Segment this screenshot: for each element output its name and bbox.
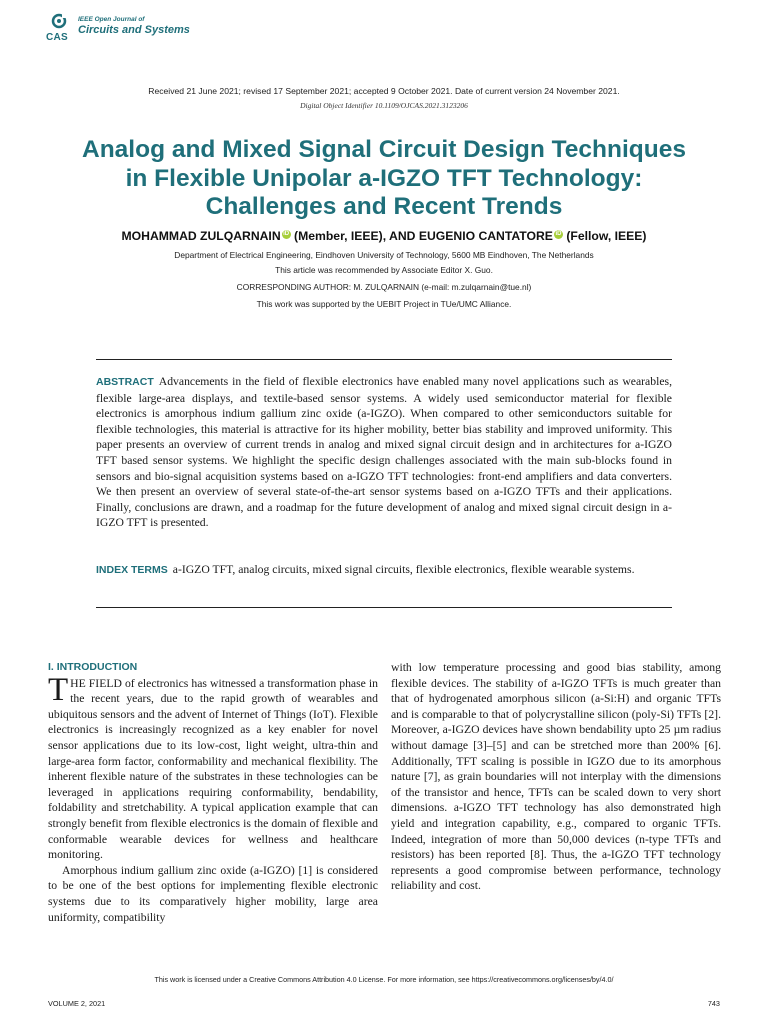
corresponding-author: CORRESPONDING AUTHOR: M. ZULQARNAIN (e-mail: m.zulqarnain@tue.nl) (236, 282, 532, 292)
divider (96, 607, 672, 608)
body-column-left (48, 660, 378, 925)
intro-paragraph-text: HE FIELD of electronics has witnessed a transformation phase in the recent years, due to the rapid growth of wearables and ubiquitous sensors and the advent of Internet of Things (IoT). Flexible electronics is increasingly recognized as a key enabler for novel sensor applications due to its low-cost, light weight, ultra-thin and large-area form factor, conformability and mechanical flexibility. The inherent flexible nature of the substrates in these technologies can be leveraged in applications requiring conformability, bendability, foldability and stretchability. A typical application example that can strongly benefit from flexible electronics is the domain of flexible and conformable wearable devices for wellness and healthcare monitoring. (48, 676, 378, 862)
author-role: (Member, IEEE), AND (294, 229, 416, 243)
doi: Digital Object Identifier 10.1109/OJCAS.2021.3123206 (300, 101, 468, 110)
paper-title (40, 136, 728, 222)
index-terms-text: a-IGZO TFT, analog circuits, mixed signal circuits, flexible electronics, flexible wearable systems. (172, 563, 635, 576)
title-line: Challenges and Recent Trends (205, 193, 563, 220)
author-name: MOHAMMAD ZULQARNAIN (121, 229, 281, 243)
affiliation: Department of Electrical Engineering, Eindhoven University of Technology, 5600 MB Eindhoven, The Netherlands (174, 250, 594, 260)
editor-recommendation: This article was recommended by Associate Editor X. Guo. (275, 265, 493, 275)
orcid-icon[interactable]: iD (555, 231, 562, 237)
index-terms (96, 562, 672, 579)
cas-logo (48, 12, 70, 46)
intro-paragraph (48, 671, 378, 863)
abstract-text: Advancements in the field of flexible electronics have enabled many novel applications such as wearables, flexible large-area displays, and textile-based sensor systems. A widely used semiconductor material for flexible electronics is amorphous indium gallium zinc oxide (a-IGZO). When compared to other semiconductors suitable for flexible technologies, this material is attractive for its higher mobility, better bias stability and improved uniformity. This paper presents an overview of current trends in analog and mixed signal circuit design and in architectures for a-IGZO TFT based sensor systems. We highlight the specific design challenges associated with the main sub-blocks found in sensors and bio-signal acquisition systems based on a-IGZO TFT technologies: front-end amplifiers and data converters. We then present an overview of several state-of-the-art sensor systems based on a-IGZO TFTs and their applications. Finally, conclusions are drawn, and a roadmap for the future development of analog and mixed signal circuit design in a-IGZO TFT is presented. (96, 375, 672, 530)
author-name: EUGENIO CANTATORE (418, 229, 553, 243)
journal-masthead (48, 12, 190, 46)
author-line (0, 229, 768, 243)
orcid-icon[interactable]: iD (283, 231, 290, 237)
title-line: in Flexible Unipolar a-IGZO TFT Technology: (125, 164, 643, 192)
volume-info: VOLUME 2, 2021 (48, 999, 106, 1008)
body-column-right (391, 660, 721, 894)
received-dates: Received 21 June 2021; revised 17 September 2021; accepted 9 October 2021. Date of current version 24 November 2021. (148, 86, 620, 96)
license-note: This work is licensed under a Creative Commons Attribution 4.0 License. For more information, see https://creativecommons.org/licenses/by/4.0/ (154, 975, 614, 984)
abstract (96, 374, 672, 531)
divider (96, 359, 672, 360)
page-number: 743 (707, 999, 720, 1008)
section-heading: I. INTRODUCTION (48, 661, 138, 673)
intro-paragraph: with low temperature processing and good bias stability, among flexible devices. The stability of a-IGZO TFTs is much greater than that of hydrogenated amorphous silicon (a-Si:H) and organic TFTs and is comparable to that of polycrystalline silicon (poly-Si) TFTs [2]. Moreover, a-IGZO devices have shown bendability upto 25 µm radius without damage [3]–[5] and can be stretched more than 200% [6]. Additionally, TFT scaling is possible in IGZO due to its amorphous nature [7], as grain boundaries will not interplay with the dimensions of the transistor and hence, TFTs can be scaled down to very short dimensions. a-IGZO TFT technology has also demonstrated high yield and integration capability, e.g., compared to organic TFTs. Indeed, integration of more than 50,000 devices (n-type TFTs and resistors) has been reported [8]. Thus, the a-IGZO TFT technology represents a good compromise between performance, technology reliability and cost. (391, 661, 721, 893)
journal-name-small: IEEE Open Journal of (78, 16, 145, 23)
title-line: Analog and Mixed Signal Circuit Design Techniques (82, 136, 686, 163)
journal-name: Circuits and Systems (78, 24, 190, 36)
drop-cap: T (48, 671, 69, 708)
index-terms-heading: INDEX TERMS (96, 564, 168, 576)
cas-logo-text: CAS (46, 32, 69, 43)
author-role: (Fellow, IEEE) (566, 229, 647, 243)
intro-paragraph: Amorphous indium gallium zinc oxide (a-IGZO) [1] is considered to be one of the best options for implementing flexible electronic systems due to its comparatively higher mobility, large area uniformity, compatibility (48, 863, 378, 924)
abstract-heading: ABSTRACT (96, 376, 154, 388)
funding-note: This work was supported by the UEBIT Project in TUe/UMC Alliance. (256, 299, 512, 309)
